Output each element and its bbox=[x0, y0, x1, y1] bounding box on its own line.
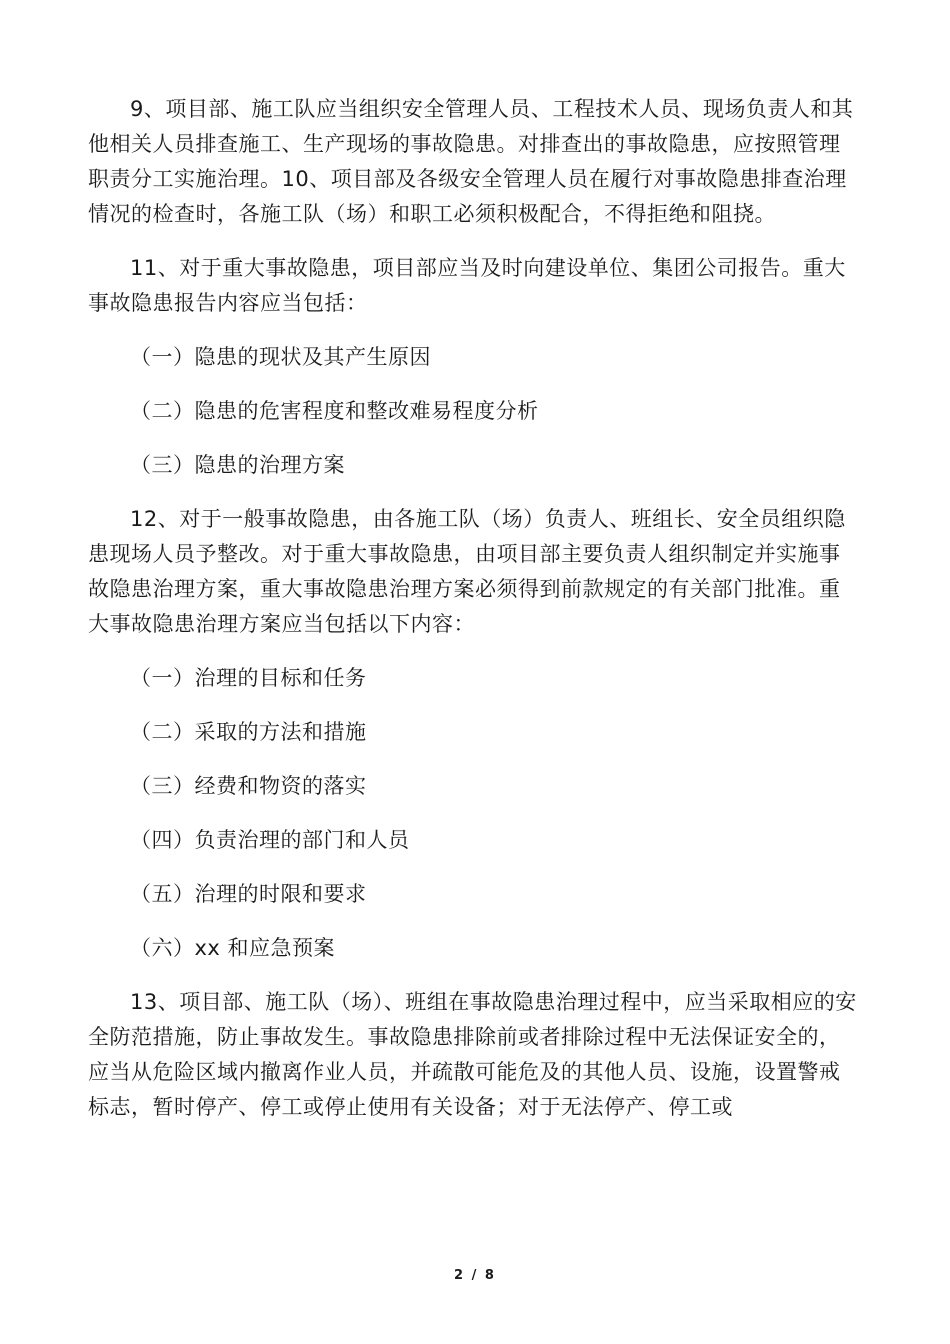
document-body bbox=[88, 92, 858, 1125]
page-number: 2 / 8 bbox=[454, 1268, 496, 1283]
paragraph-13: 13、项目部、施工队（场）、班组在事故隐患治理过程中，应当采取相应的安全防范措施，防止事故发生。事故隐患排除前或者排除过程中无法保证安全的，应当从危险区域内撤离作业人员，并疏散可能危及的其他人员、设施，设置警戒标志，暂时停产、停工或停止使用有关设备；对于无法停产、停工或 bbox=[88, 990, 857, 1119]
list-item: （三）经费和物资的落实 bbox=[130, 774, 367, 798]
list-item: （一）隐患的现状及其产生原因 bbox=[130, 345, 431, 369]
list-item: （四）负责治理的部门和人员 bbox=[130, 828, 410, 852]
paragraph-11: 11、对于重大事故隐患，项目部应当及时向建设单位、集团公司报告。重大事故隐患报告内容应当包括： bbox=[88, 256, 846, 315]
list-item: （三）隐患的治理方案 bbox=[130, 453, 345, 477]
list-item: （六）xx 和应急预案 bbox=[130, 936, 336, 960]
list-item: （二）隐患的危害程度和整改难易程度分析 bbox=[130, 399, 539, 423]
paragraph-12: 12、对于一般事故隐患，由各施工队（场）负责人、班组长、安全员组织隐患现场人员予整改。对于重大事故隐患，由项目部主要负责人组织制定并实施事故隐患治理方案，重大事故隐患治理方案必须得到前款规定的有关部门批准。重大事故隐患治理方案应当包括以下内容： bbox=[88, 507, 846, 636]
list-item: （二）采取的方法和措施 bbox=[130, 720, 367, 744]
paragraph-9-10: 9、项目部、施工队应当组织安全管理人员、工程技术人员、现场负责人和其他相关人员排查施工、生产现场的事故隐患。对排查出的事故隐患，应按照管理职责分工实施治理。10、项目部及各级安全管理人员在履行对事故隐患排查治理情况的检查时，各施工队（场）和职工必须积极配合，不得拒绝和阻挠。 bbox=[88, 97, 854, 226]
list-item: （一）治理的目标和任务 bbox=[130, 666, 367, 690]
list-item: （五）治理的时限和要求 bbox=[130, 882, 367, 906]
